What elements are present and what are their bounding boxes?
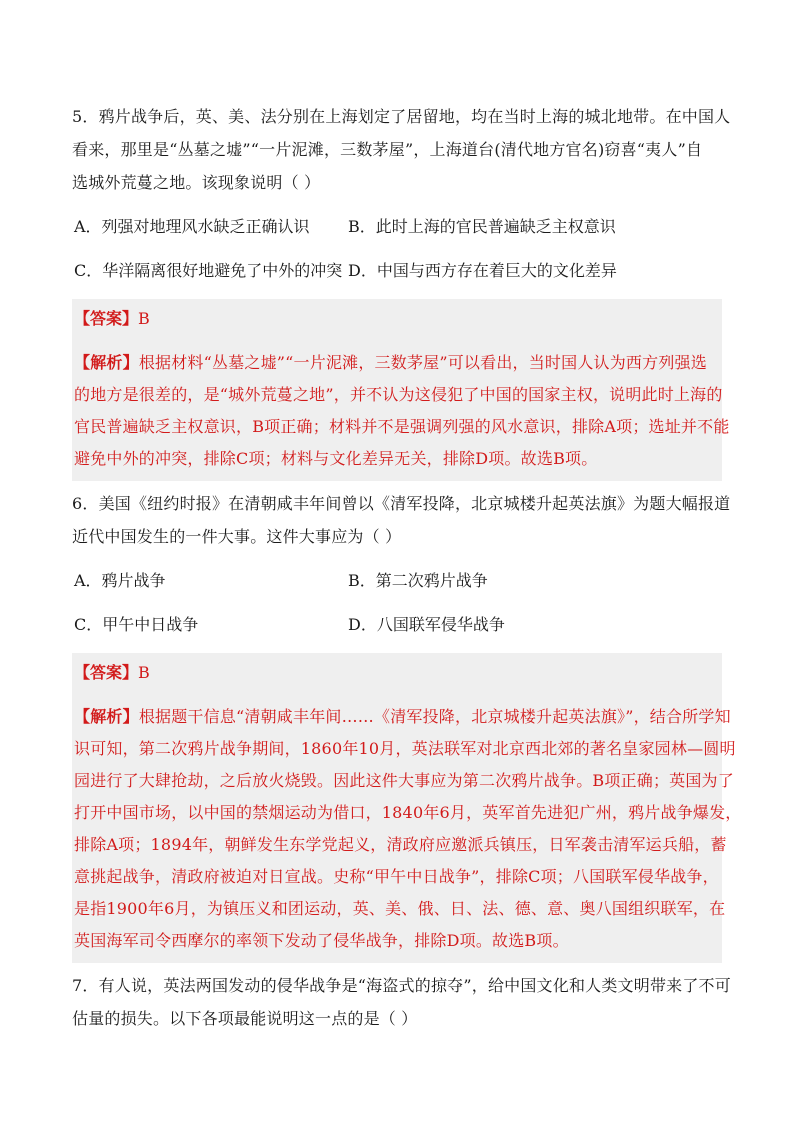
analysis-tag: 【解析】 xyxy=(74,707,139,726)
option-c: C．甲午中日战争 xyxy=(74,615,199,634)
question-7-line: 7．有人说，英法两国发动的侵华战争是“海盗式的掠夺”，给中国文化和人类文明带来了不可 xyxy=(72,976,731,995)
question-6-options xyxy=(72,559,722,647)
analysis-line xyxy=(74,347,720,379)
answer-tag: 【答案】 xyxy=(74,309,139,328)
answer-value: B xyxy=(138,663,150,682)
answer-value: B xyxy=(138,309,150,328)
analysis-text: 根据材料“丛墓之墟”“一片泥滩，三数茅屋”可以看出，当时国人认为西方列强选 xyxy=(138,353,707,372)
analysis-line: 园进行了大肆抢劫，之后放火烧毁。因此这件大事应为第二次鸦片战争。B项正确；英国为了 xyxy=(74,771,734,790)
question-5-options xyxy=(72,205,722,293)
analysis-line: 避免中外的冲突，排除C项；材料与文化差异无关，排除D项。故选B项。 xyxy=(74,449,598,468)
question-6 xyxy=(72,487,742,963)
option-a: A．列强对地理风水缺乏正确认识 xyxy=(74,217,310,236)
analysis-line: 的地方是很差的，是“城外荒蔓之地”，并不认为这侵犯了中国的国家主权，说明此时上海的 xyxy=(74,385,723,404)
question-6-line: 近代中国发生的一件大事。这件大事应为（ ） xyxy=(72,527,402,546)
answer-line xyxy=(74,303,720,335)
document-page xyxy=(72,94,742,1035)
analysis-line: 识可知，第二次鸦片战争期间，1860年10月，英法联军对北京西北郊的著名皇家园林—圆明 xyxy=(74,739,736,758)
analysis-line: 官民普遍缺乏主权意识，B项正确；材料并不是强调列强的风水意识，排除A项；选址并不能 xyxy=(74,417,730,436)
analysis-tag: 【解析】 xyxy=(74,353,139,372)
option-b: B．此时上海的官民普遍缺乏主权意识 xyxy=(348,217,616,236)
question-5-line: 选城外荒蔓之地。该现象说明（ ） xyxy=(72,173,321,192)
question-6-line: 6．美国《纽约时报》在清朝咸丰年间曾以《清军投降，北京城楼升起英法旗》为题大幅报道 xyxy=(72,494,731,513)
question-7-line: 估量的损失。以下各项最能说明这一点的是（ ） xyxy=(72,1009,418,1028)
question-5 xyxy=(72,100,731,481)
option-d: D．八国联军侵华战争 xyxy=(348,615,505,634)
analysis-text: 根据题干信息“清朝咸丰年间……《清军投降，北京城楼升起英法旗》”，结合所学知 xyxy=(138,707,731,726)
option-a: A．鸦片战争 xyxy=(74,571,166,590)
option-c: C．华洋隔离很好地避免了中外的冲突 xyxy=(74,261,343,280)
option-d: D．中国与西方存在着巨大的文化差异 xyxy=(348,261,617,280)
answer-analysis-box xyxy=(72,299,730,481)
analysis-line: 是指1900年6月，为镇压义和团运动，英、美、俄、日、法、德、意、奥八国组织联军，在 xyxy=(74,899,726,918)
question-5-line: 看来，那里是“丛墓之墟”“一片泥滩，三数茅屋”，上海道台(清代地方官名)窃喜“夷人”自 xyxy=(72,140,703,159)
answer-line xyxy=(74,657,720,689)
question-7 xyxy=(72,969,731,1035)
analysis-line: 英国海军司令西摩尔的率领下发动了侵华战争，排除D项。故选B项。 xyxy=(74,931,569,950)
answer-analysis-box xyxy=(72,653,742,963)
analysis-line: 意挑起战争，清政府被迫对日宣战。史称“甲午中日战争”，排除C项；八国联军侵华战争， xyxy=(74,867,719,886)
analysis-line xyxy=(74,701,731,733)
analysis-line: 排除A项；1894年，朝鲜发生东学党起义，清政府应邀派兵镇压，日军袭击清军运兵船，蓄 xyxy=(74,835,727,854)
option-b: B．第二次鸦片战争 xyxy=(348,571,488,590)
question-5-line: 5．鸦片战争后，英、美、法分别在上海划定了居留地，均在当时上海的城北地带。在中国人 xyxy=(72,107,731,126)
analysis-line: 打开中国市场，以中国的禁烟运动为借口，1840年6月，英军首先进犯广州，鸦片战争爆发， xyxy=(74,803,742,822)
answer-tag: 【答案】 xyxy=(74,663,139,682)
